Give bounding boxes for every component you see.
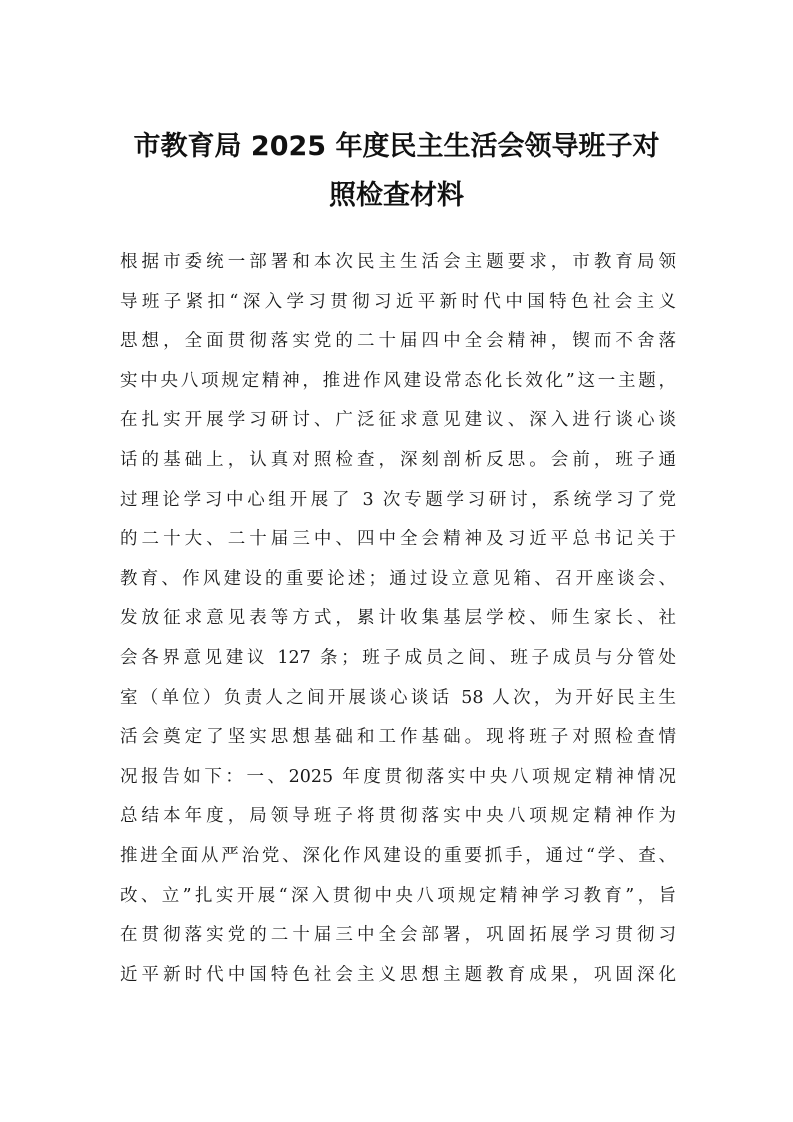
title-line-1: 市教育局 2025 年度民主生活会领导班子对 <box>133 131 660 162</box>
body-line: 思想，全面贯彻落实党的二十届四中全会精神，锲而不舍落 <box>120 331 676 352</box>
body-line: 况报告如下：一、2025 年度贯彻落实中央八项规定精神情况 <box>120 766 676 787</box>
body-line: 活会奠定了坚实思想基础和工作基础。现将班子对照检查情 <box>120 727 676 748</box>
body-line: 室（单位）负责人之间开展谈心谈话 58 人次，为开好民主生 <box>120 687 676 708</box>
body-line: 在贯彻落实党的二十届三中全会部署，巩固拓展学习贯彻习 <box>120 925 676 946</box>
body-line: 的二十大、二十届三中、四中全会精神及习近平总书记关于 <box>120 529 676 550</box>
body-line: 根据市委统一部署和本次民主生活会主题要求，市教育局领 <box>120 252 676 272</box>
body-line: 过理论学习中心组开展了 3 次专题学习研讨，系统学习了党 <box>120 489 676 510</box>
body-line: 在扎实开展学习研讨、广泛征求意见建议、深入进行谈心谈 <box>120 410 676 431</box>
document-title <box>120 122 673 220</box>
body-line: 会各界意见建议 127 条；班子成员之间、班子成员与分管处 <box>120 647 676 668</box>
body-line: 近平新时代中国特色社会主义思想主题教育成果，巩固深化 <box>120 964 676 985</box>
body-line: 发放征求意见表等方式，累计收集基层学校、师生家长、社 <box>120 608 676 629</box>
body-line: 推进全面从严治党、深化作风建设的重要抓手，通过“学、查、 <box>120 845 676 866</box>
body-line: 总结本年度，局领导班子将贯彻落实中央八项规定精神作为 <box>120 806 676 827</box>
body-line: 实中央八项规定精神，推进作风建设常态化长效化”这一主题， <box>120 370 676 391</box>
body-line: 话的基础上，认真对照检查，深刻剖析反思。会前，班子通 <box>120 449 676 470</box>
body-line: 教育、作风建设的重要论述；通过设立意见箱、召开座谈会、 <box>120 568 676 589</box>
title-line-2: 照检查材料 <box>329 180 464 211</box>
body-line: 导班子紧扣“深入学习贯彻习近平新时代中国特色社会主义 <box>120 291 676 312</box>
body-line: 改、立”扎实开展“深入贯彻中央八项规定精神学习教育”，旨 <box>120 885 676 906</box>
document-body <box>120 243 676 995</box>
